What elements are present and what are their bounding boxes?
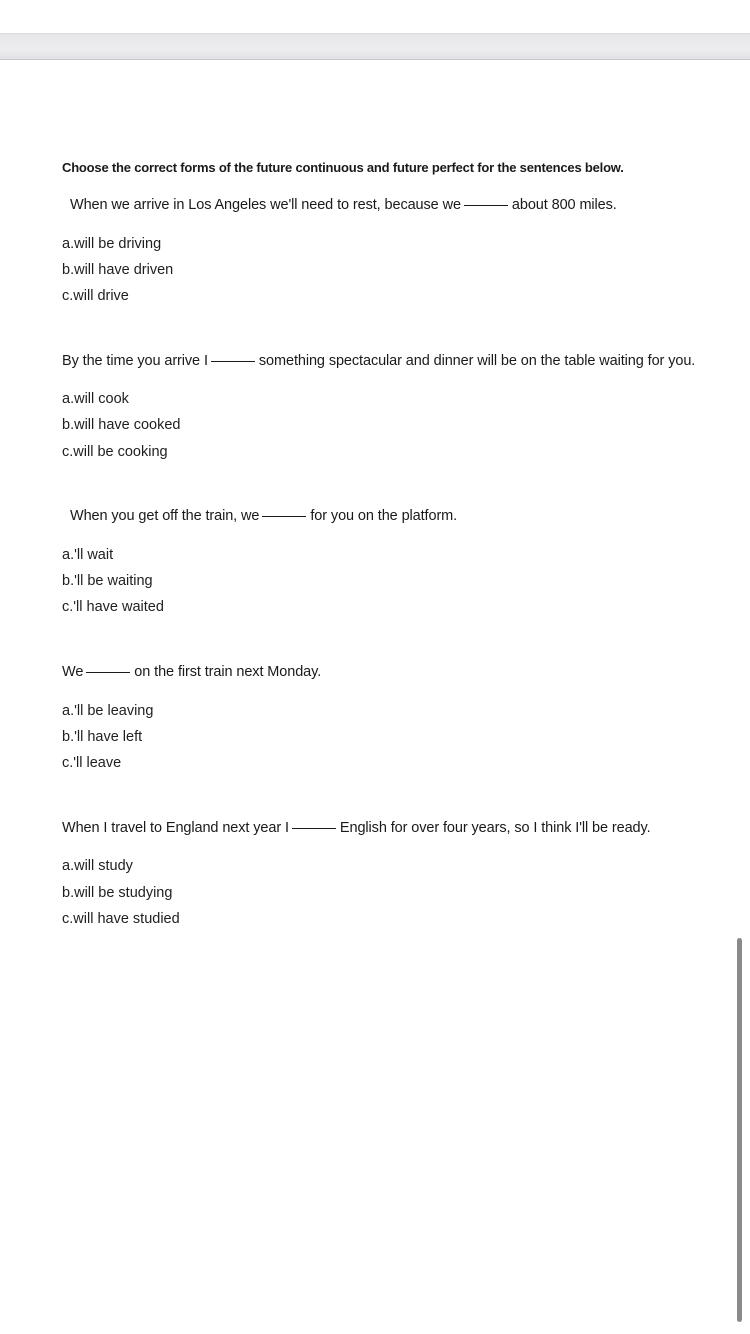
option-1a[interactable]: a.will be driving <box>62 236 162 252</box>
answer-blank <box>86 671 130 673</box>
instruction-text: Choose the correct forms of the future continuous and future perfect for the sentences below. <box>62 160 624 175</box>
option-4c[interactable]: c.'ll leave <box>62 755 122 771</box>
question-4-after: on the first train next Monday. <box>134 664 322 680</box>
question-3-after: for you on the platform. <box>310 508 458 524</box>
answer-blank <box>211 360 255 362</box>
question-5-before: When I travel to England next year I <box>62 820 289 836</box>
option-1b[interactable]: b.will have driven <box>62 262 174 278</box>
option-2b[interactable]: b.will have cooked <box>62 417 181 433</box>
option-5a[interactable]: a.will study <box>62 858 133 874</box>
question-1-before: When we arrive in Los Angeles we'll need to rest, because we <box>70 197 461 213</box>
option-5c[interactable]: c.will have studied <box>62 911 180 927</box>
option-1c[interactable]: c.will drive <box>62 288 129 304</box>
answer-blank <box>464 204 508 206</box>
question-1-after: about 800 miles. <box>511 197 617 213</box>
option-2c[interactable]: c.will be cooking <box>62 444 168 460</box>
option-5b[interactable]: b.will be studying <box>62 885 173 901</box>
option-3b[interactable]: b.'ll be waiting <box>62 573 153 589</box>
question-1 <box>70 197 617 213</box>
answer-blank <box>262 515 306 517</box>
option-2a[interactable]: a.will cook <box>62 391 129 407</box>
vertical-scrollbar[interactable] <box>737 938 742 1322</box>
question-2 <box>62 353 695 369</box>
question-4 <box>62 664 321 680</box>
option-3a[interactable]: a.'ll wait <box>62 547 114 563</box>
question-5-after: English for over four years, so I think I'll be ready. <box>339 820 651 836</box>
option-4a[interactable]: a.'ll be leaving <box>62 703 154 719</box>
question-3 <box>70 508 457 524</box>
browser-top-bar <box>0 33 750 60</box>
question-2-before: By the time you arrive I <box>62 353 208 369</box>
option-3c[interactable]: c.'ll have waited <box>62 599 164 615</box>
answer-blank <box>292 827 336 829</box>
option-4b[interactable]: b.'ll have left <box>62 729 143 745</box>
question-5 <box>62 820 651 836</box>
question-2-after: something spectacular and dinner will be on the table waiting for you. <box>258 353 696 369</box>
question-3-before: When you get off the train, we <box>70 508 260 524</box>
question-4-before: We <box>62 664 84 680</box>
